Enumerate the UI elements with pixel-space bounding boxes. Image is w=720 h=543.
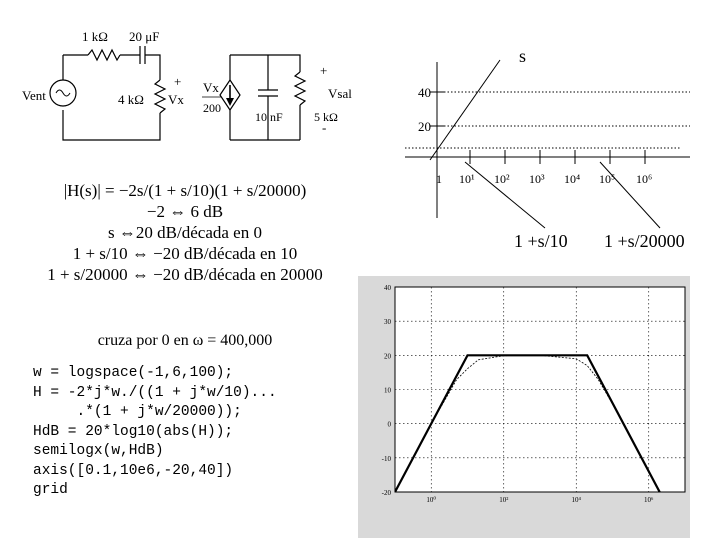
code-line: .*(1 + j*w/20000)); — [33, 404, 242, 420]
source-label: Vent — [22, 88, 46, 103]
plot-x-tick-label: 10⁰ — [426, 496, 437, 504]
r-load-label: 5 kΩ — [314, 110, 338, 124]
gain-term: −2 ⇔ 6 dB — [146, 202, 224, 221]
sketch-y-tick: 40 — [418, 85, 431, 100]
out-label: Vsal — [328, 86, 352, 101]
sketch-x-tick: 10³ — [529, 172, 545, 186]
zero-term: s ⇔20 dB/década en 0 — [108, 223, 262, 242]
sketch-y-tick: 20 — [418, 119, 431, 134]
sketch-x-tick: 10² — [494, 172, 510, 186]
plot-y-tick-label: 10 — [384, 386, 391, 395]
pole2-term: 1 + s/20000 ⇔ −20 dB/década en 20000 — [47, 265, 323, 284]
dep-source-denominator: 200 — [203, 101, 221, 115]
transfer-function: |H(s)| = −2s/(1 + s/10)(1 + s/20000) — [63, 181, 307, 200]
matlab-code — [33, 364, 277, 501]
vx-plus: + — [174, 74, 182, 89]
c-load-label: 10 nF — [255, 110, 283, 124]
plot-y-tick-label: 30 — [384, 318, 391, 327]
plot-y-tick-label: 20 — [384, 352, 391, 361]
bode-sketch — [0, 0, 720, 270]
sketch-x-tick: 10⁶ — [636, 172, 653, 186]
plot-y-tick-label: 0 — [387, 420, 391, 429]
code-line: semilogx(w,HdB) — [33, 443, 164, 459]
sketch-s-label: s — [519, 46, 527, 66]
plot-y-tick-label: 40 — [384, 284, 391, 292]
code-line: HdB = 20*log10(abs(H)); — [33, 423, 234, 440]
out-minus: - — [322, 120, 327, 135]
sketch-x-tick: 10⁵ — [599, 172, 616, 186]
out-plus: + — [320, 63, 328, 78]
plot-y-tick-label: -20 — [381, 489, 391, 497]
plot-x-tick-label: 10² — [499, 496, 509, 504]
plot-x-tick-label: 10⁶ — [644, 496, 654, 504]
plot-y-tick-label: -10 — [381, 454, 391, 463]
plot-x-tick-label: 10⁴ — [571, 496, 581, 504]
crossover-note: cruza por 0 en ω = 400,000 — [97, 332, 273, 349]
code-line: w = logspace(-1,6,100); — [33, 365, 234, 381]
dep-source-numerator: Vx — [203, 80, 219, 95]
sketch-x-tick: 10⁴ — [564, 172, 581, 186]
code-line: grid — [33, 482, 68, 498]
sketch-x-tick: 10¹ — [459, 172, 475, 186]
code-line: axis([0.1,10e6,-20,40]) — [33, 462, 234, 479]
r-series-label: 1 kΩ — [82, 29, 108, 44]
sketch-x-tick: 1 — [436, 172, 442, 186]
matlab-plot-frame — [358, 276, 690, 538]
sketch-pole2-label: 1 +s/20000 — [604, 231, 685, 251]
pole1-term: 1 + s/10 ⇔ −20 dB/década en 10 — [72, 244, 298, 263]
code-line: H = -2*j*w./((1 + j*w/10)... — [33, 384, 277, 401]
c-series-label: 20 μF — [129, 29, 160, 44]
matlab-plot — [358, 276, 690, 538]
sketch-pole1-label: 1 +s/10 — [514, 231, 568, 251]
r-shunt-label: 4 kΩ — [118, 92, 144, 107]
vx-label: Vx — [168, 92, 184, 107]
